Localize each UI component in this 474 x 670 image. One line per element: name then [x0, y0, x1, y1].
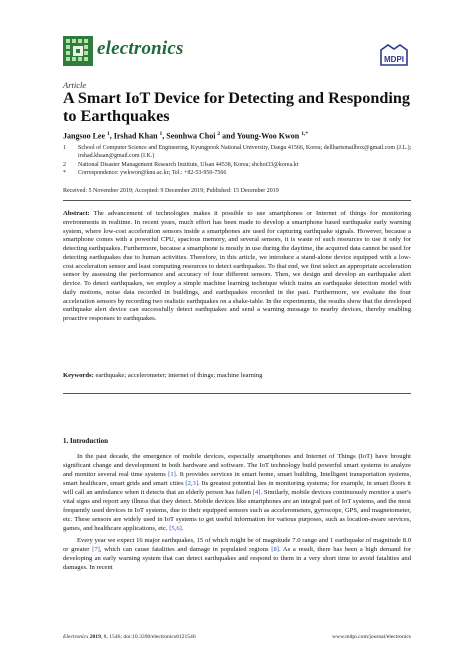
- affiliation-item: [63, 169, 423, 177]
- author-name: Jangsoo Lee: [63, 131, 107, 141]
- affiliation-text: National Disaster Management Research Institute, Ulsan 44538, Korea; shchoi33@korea.kr: [78, 161, 299, 168]
- citation-link[interactable]: [1]: [168, 471, 176, 479]
- introduction-text: [63, 452, 411, 572]
- page-footer: [63, 634, 411, 640]
- affiliation-item: [63, 144, 423, 160]
- footer-citation: Electronics 2019, 8, 1546; doi:10.3390/electronics8121546: [63, 634, 196, 640]
- keywords: [63, 372, 411, 379]
- keywords-text: earthquake; accelerometer; internet of things; machine learning: [95, 372, 263, 379]
- author-affiliation-mark: 2: [217, 131, 221, 137]
- author-affiliation-mark: 1: [159, 131, 163, 137]
- affiliation-text: Correspondence: ywkwon@knu.ac.kr; Tel.: +82-53-950-7566: [78, 170, 227, 177]
- author-name: Irshad Khan: [113, 131, 160, 141]
- article-type: Article: [63, 80, 87, 90]
- author-affiliation-mark: 1,*: [301, 131, 309, 137]
- affiliation-item: [63, 161, 423, 169]
- citation-link[interactable]: [2,3]: [185, 480, 199, 488]
- paragraph: Every year we expect 16 major earthquakes, 15 of which might be of magnitude 7.0 range and 1 earthquake of magnitude 8.0 or greater [7], which can cause fatalities and damage in populated regions [8]. As a result, there has been a high demand for developing an early warning system that can detect earthquakes and respond to them in a very short time to avoid fatalities and damages. In recent: [63, 536, 412, 571]
- citation-link[interactable]: [7]: [92, 545, 100, 553]
- section-heading: 1. Introduction: [63, 437, 108, 445]
- citation-link[interactable]: [5,6]: [169, 525, 182, 533]
- abstract: [63, 210, 411, 324]
- author-name: Young-Woo Kwon: [236, 131, 302, 141]
- author-name: Seonhwa Choi: [166, 131, 218, 141]
- abstract-label: Abstract:: [63, 210, 90, 217]
- affiliations: [63, 144, 423, 177]
- journal-name: electronics: [97, 38, 184, 59]
- author-list: Jangsoo Lee $^1$, Irshad Khan $^1$, Seonhwa Choi $^2$ and Young-Woo Kwon $^{1,*}$: [63, 131, 309, 141]
- affiliation-mark: *: [63, 170, 66, 177]
- mdpi-logo-text: MDPI: [384, 55, 404, 64]
- affiliation-mark: 2: [63, 161, 66, 168]
- paragraph: In the past decade, the emergence of mobile devices, especially smartphones and Internet of Things (IoT) have brought significant change and development in both hardware and software. The IoT technology build powerful smart systems to analyze and monitor several real time systems [1]. It provides services in smart home, smart building, Intelligent transportation systems, smart healthcare, smart grids and smart cities [2,3]. Its greatest potential lies in monitoring systems; for example, in smart floors it will call an ambulance when it detects that an elderly person has fallen [4]. Similarly, mobile devices continuously monitor a user's vital signs and report any illness that they detect. Mobile devices like smartphones are an integral part of IoT systems, and the most frequently used devices in IoT systems, due to their equipped sensors such as accelerometers, gyroscope, GPS, and magnetometer, etc. These sensors are widely used in IoT systems to get useful information for various purposes, such as location-aware services, games, and healthcare applications, etc. [5,6].: [63, 453, 411, 533]
- footer-url[interactable]: www.mdpi.com/journal/electronics: [332, 634, 411, 640]
- divider: [63, 200, 411, 201]
- journal-logo-icon: [63, 36, 93, 66]
- mdpi-logo-icon: [377, 41, 411, 69]
- author-affiliation-mark: 1: [107, 131, 110, 137]
- publication-dates: Received: 5 November 2019; Accepted: 9 December 2019; Published: 15 December 2019: [63, 188, 279, 194]
- affiliation-text: School of Computer Science and Engineering, Kyungpook National University, Daegu 41566, Korea; dellhartsmailbox@gmail.com (J.L.); irshad.khaan@gmail.com (I.K.): [78, 145, 412, 159]
- citation-link[interactable]: [8]: [271, 545, 279, 553]
- paper-title: A Smart IoT Device for Detecting and Responding to Earthquakes: [63, 89, 410, 125]
- abstract-text: The advancement of technologies makes it possible to use smartphones or Internet of things for monitoring environments in realtime. In recent years, much effort has been made to develop a smartphone based earthquake early warning system, where low-cost acceleration sensors inside a smartphones are used for capturing earthquake signals. However, because a smartphone comes with a powerful CPU, spacious memory, and several sensors, it is waste of such resources to use it only for detecting earthquakes. Furthermore, because a smartphone is mostly in use during the daytime, the acquired data cannot be used for detecting earthquakes due to human activities. Therefore, in this article, we introduce a stand-alone device equipped with a low-cost acceleration sensor and least computing resources to detect earthquakes. To that end, we first select an appropriate acceleration sensor by assessing the performance and accuracy of four different sensors. Then, we design and develop an earthquake alert device. To detect earthquakes, we employ a simple machine learning technique which trains an earthquake detection model with daily motions, noise data recorded in buildings, and earthquakes recorded in the past. Furthermore, we evaluate the four acceleration sensors by recording two realistic earthquakes on a shake-table. In the experiments, the results show that the developed earthquake alert device can successfully detect earthquakes and send a warning message to nearby devices, thereby enabling proactive responses to earthquakes.: [63, 210, 411, 322]
- keywords-label: Keywords:: [63, 372, 94, 379]
- affiliation-mark: 1: [63, 145, 66, 151]
- citation-link[interactable]: [4]: [252, 489, 261, 497]
- divider: [63, 393, 411, 394]
